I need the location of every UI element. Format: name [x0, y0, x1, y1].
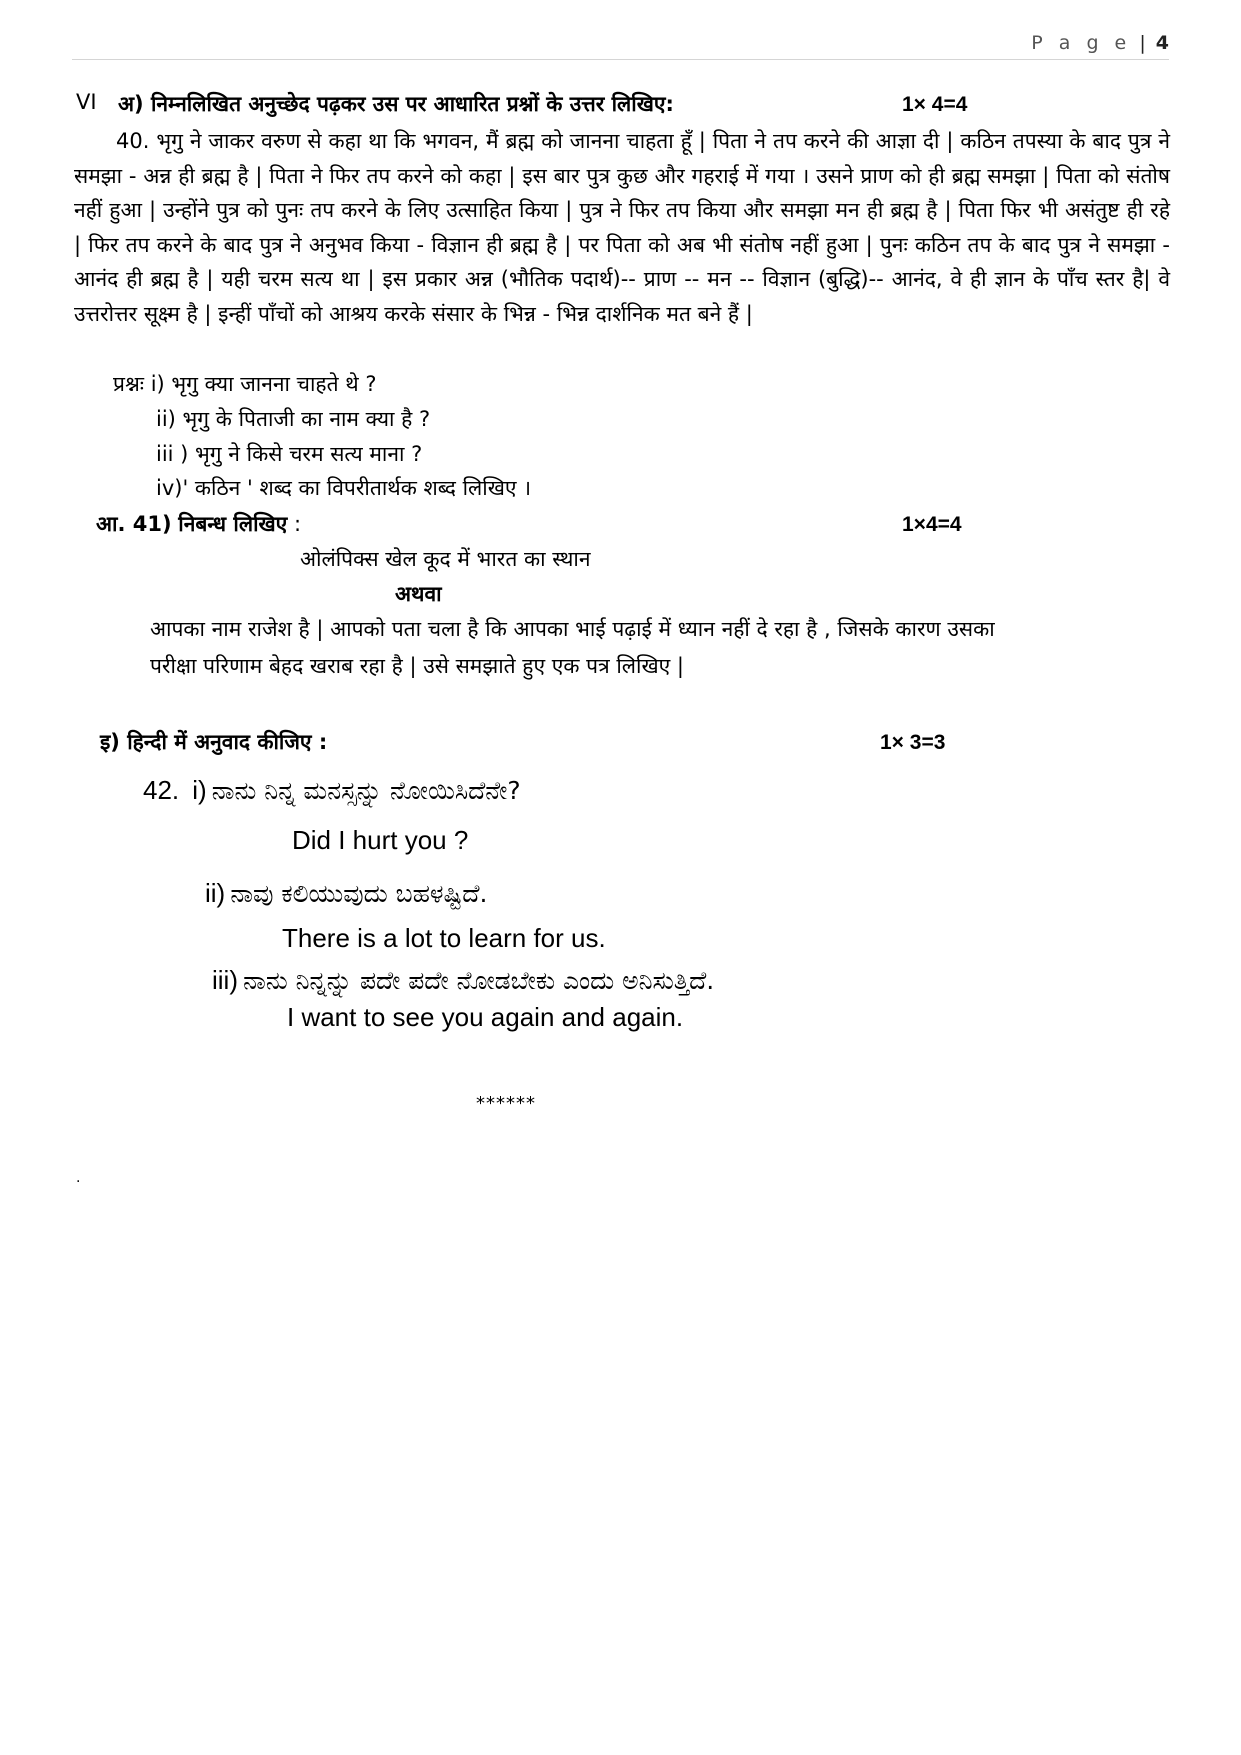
- section-vi-heading: अ) निम्नलिखित अनुच्छेद पढ़कर उस पर आधारित प्रश्नों के उत्तर लिखिए:: [118, 92, 674, 116]
- end-stars: ******: [476, 1093, 536, 1114]
- translation-marks: 1× 3=3: [880, 731, 946, 754]
- translation-item-2: [205, 878, 487, 909]
- item-2-number: ii): [205, 878, 226, 908]
- item-3-kannada: ನಾನು ನಿನ್ನನ್ನು ಪದೇ ಪದೇ ನೋಡಬೇಕು ಎಂದು ಅನಿಸುತ್ತಿದೆ.: [243, 966, 715, 995]
- item-3-english: I want to see you again and again.: [287, 1002, 684, 1032]
- section-vi-marks: 1× 4=4: [902, 93, 968, 116]
- essay-section-label: आ. 41): [96, 512, 172, 536]
- passage-text: भृगु ने जाकर वरुण से कहा था कि भगवन, मैं ब्रह्म को जानना चाहता हूँ | पिता ने तप करने की आज्ञा दी | कठिन तपस्या के बाद पुत्र ने समझा - अन्न ही ब्रह्म है | पिता ने फिर तप करने को कहा | इस बार पुत्र कुछ और गहराई में गया । उसने प्राण को ही ब्रह्म समझा | पिता को संतोष नहीं हुआ | उन्होंने पुत्र को पुनः तप करने के लिए उत्साहित किया | पुत्र ने फिर तप किया और समझा मन ही ब्रह्म है | पिता फिर भी असंतुष्ट ही रहे | फिर तप करने के बाद पुत्र ने अनुभव किया - विज्ञान ही ब्रह्म है | पर पिता को अब भी संतोष नहीं हुआ | पुनः कठिन तप के बाद पुत्र ने समझा - आनंद ही ब्रह्म है | यही चरम सत्य था | इस प्रकार अन्न (भौतिक पदार्थ)-- प्राण -- मन -- विज्ञान (बुद्धि)-- आनंद, वे ही ज्ञान के पाँच स्तर है| वे उत्तरोत्तर सूक्ष्म है | इन्हीं पाँचों को आश्रय करके संसार के भिन्न - भिन्न दार्शनिक मत बने हैं |: [74, 129, 1170, 326]
- essay-topic: ओलंपिक्स खेल कूद में भारत का स्थान: [300, 547, 591, 571]
- section-roman-numeral: VI: [76, 90, 97, 114]
- item-1-english: Did I hurt you ?: [292, 825, 469, 855]
- item-2-kannada: ನಾವು ಕಲಿಯುವುದು ಬಹಳಷ್ಟಿದೆ.: [230, 879, 488, 908]
- item-2-english: There is a lot to learn for us.: [282, 923, 606, 953]
- comprehension-question-3: iii ) भृगु ने किसे चरम सत्य माना ?: [156, 442, 423, 466]
- translation-item-3: [212, 965, 714, 996]
- translation-section-heading: इ) हिन्दी में अनुवाद कीजिए :: [100, 730, 328, 754]
- translation-item-1: [143, 775, 521, 806]
- item-1-number: i): [192, 775, 207, 805]
- essay-heading-colon: :: [294, 512, 302, 536]
- stray-dot: .: [76, 1170, 81, 1186]
- question-number-40: 40.: [116, 129, 150, 153]
- essay-marks: 1×4=4: [902, 513, 962, 536]
- letter-prompt-line-2: परीक्षा परिणाम बेहद खराब रहा है | उसे समझाते हुए एक पत्र लिखिए |: [150, 654, 685, 678]
- letter-prompt-line-1: आपका नाम राजेश है | आपको पता चला है कि आपका भाई पढ़ाई में ध्यान नहीं दे रहा है , जिसके कारण उसका: [150, 617, 995, 641]
- item-3-number: iii): [212, 965, 238, 995]
- page-label: P a g e: [1031, 32, 1132, 54]
- comprehension-question-1: प्रश्नः i) भृगु क्या जानना चाहते थे ?: [113, 372, 377, 396]
- item-1-kannada: ನಾನು ನಿನ್ನ ಮನಸ್ಸನ್ನು ನೋಯಿಸಿದೆನೇ?: [211, 776, 521, 805]
- page-separator: |: [1139, 32, 1146, 54]
- page-number: 4: [1155, 32, 1169, 54]
- reading-passage: [74, 124, 1170, 331]
- page-number-header: [1031, 32, 1169, 54]
- comprehension-question-4: iv)' कठिन ' शब्द का विपरीतार्थक शब्द लिखिए ।: [156, 476, 532, 500]
- question-number-42: 42.: [143, 775, 180, 805]
- or-label: अथवा: [395, 582, 442, 606]
- comprehension-question-2: ii) भृगु के पिताजी का नाम क्या है ?: [156, 407, 431, 431]
- essay-heading-text: निबन्ध लिखिए: [178, 512, 288, 536]
- essay-section-heading: [96, 510, 301, 538]
- header-rule: [72, 59, 1169, 60]
